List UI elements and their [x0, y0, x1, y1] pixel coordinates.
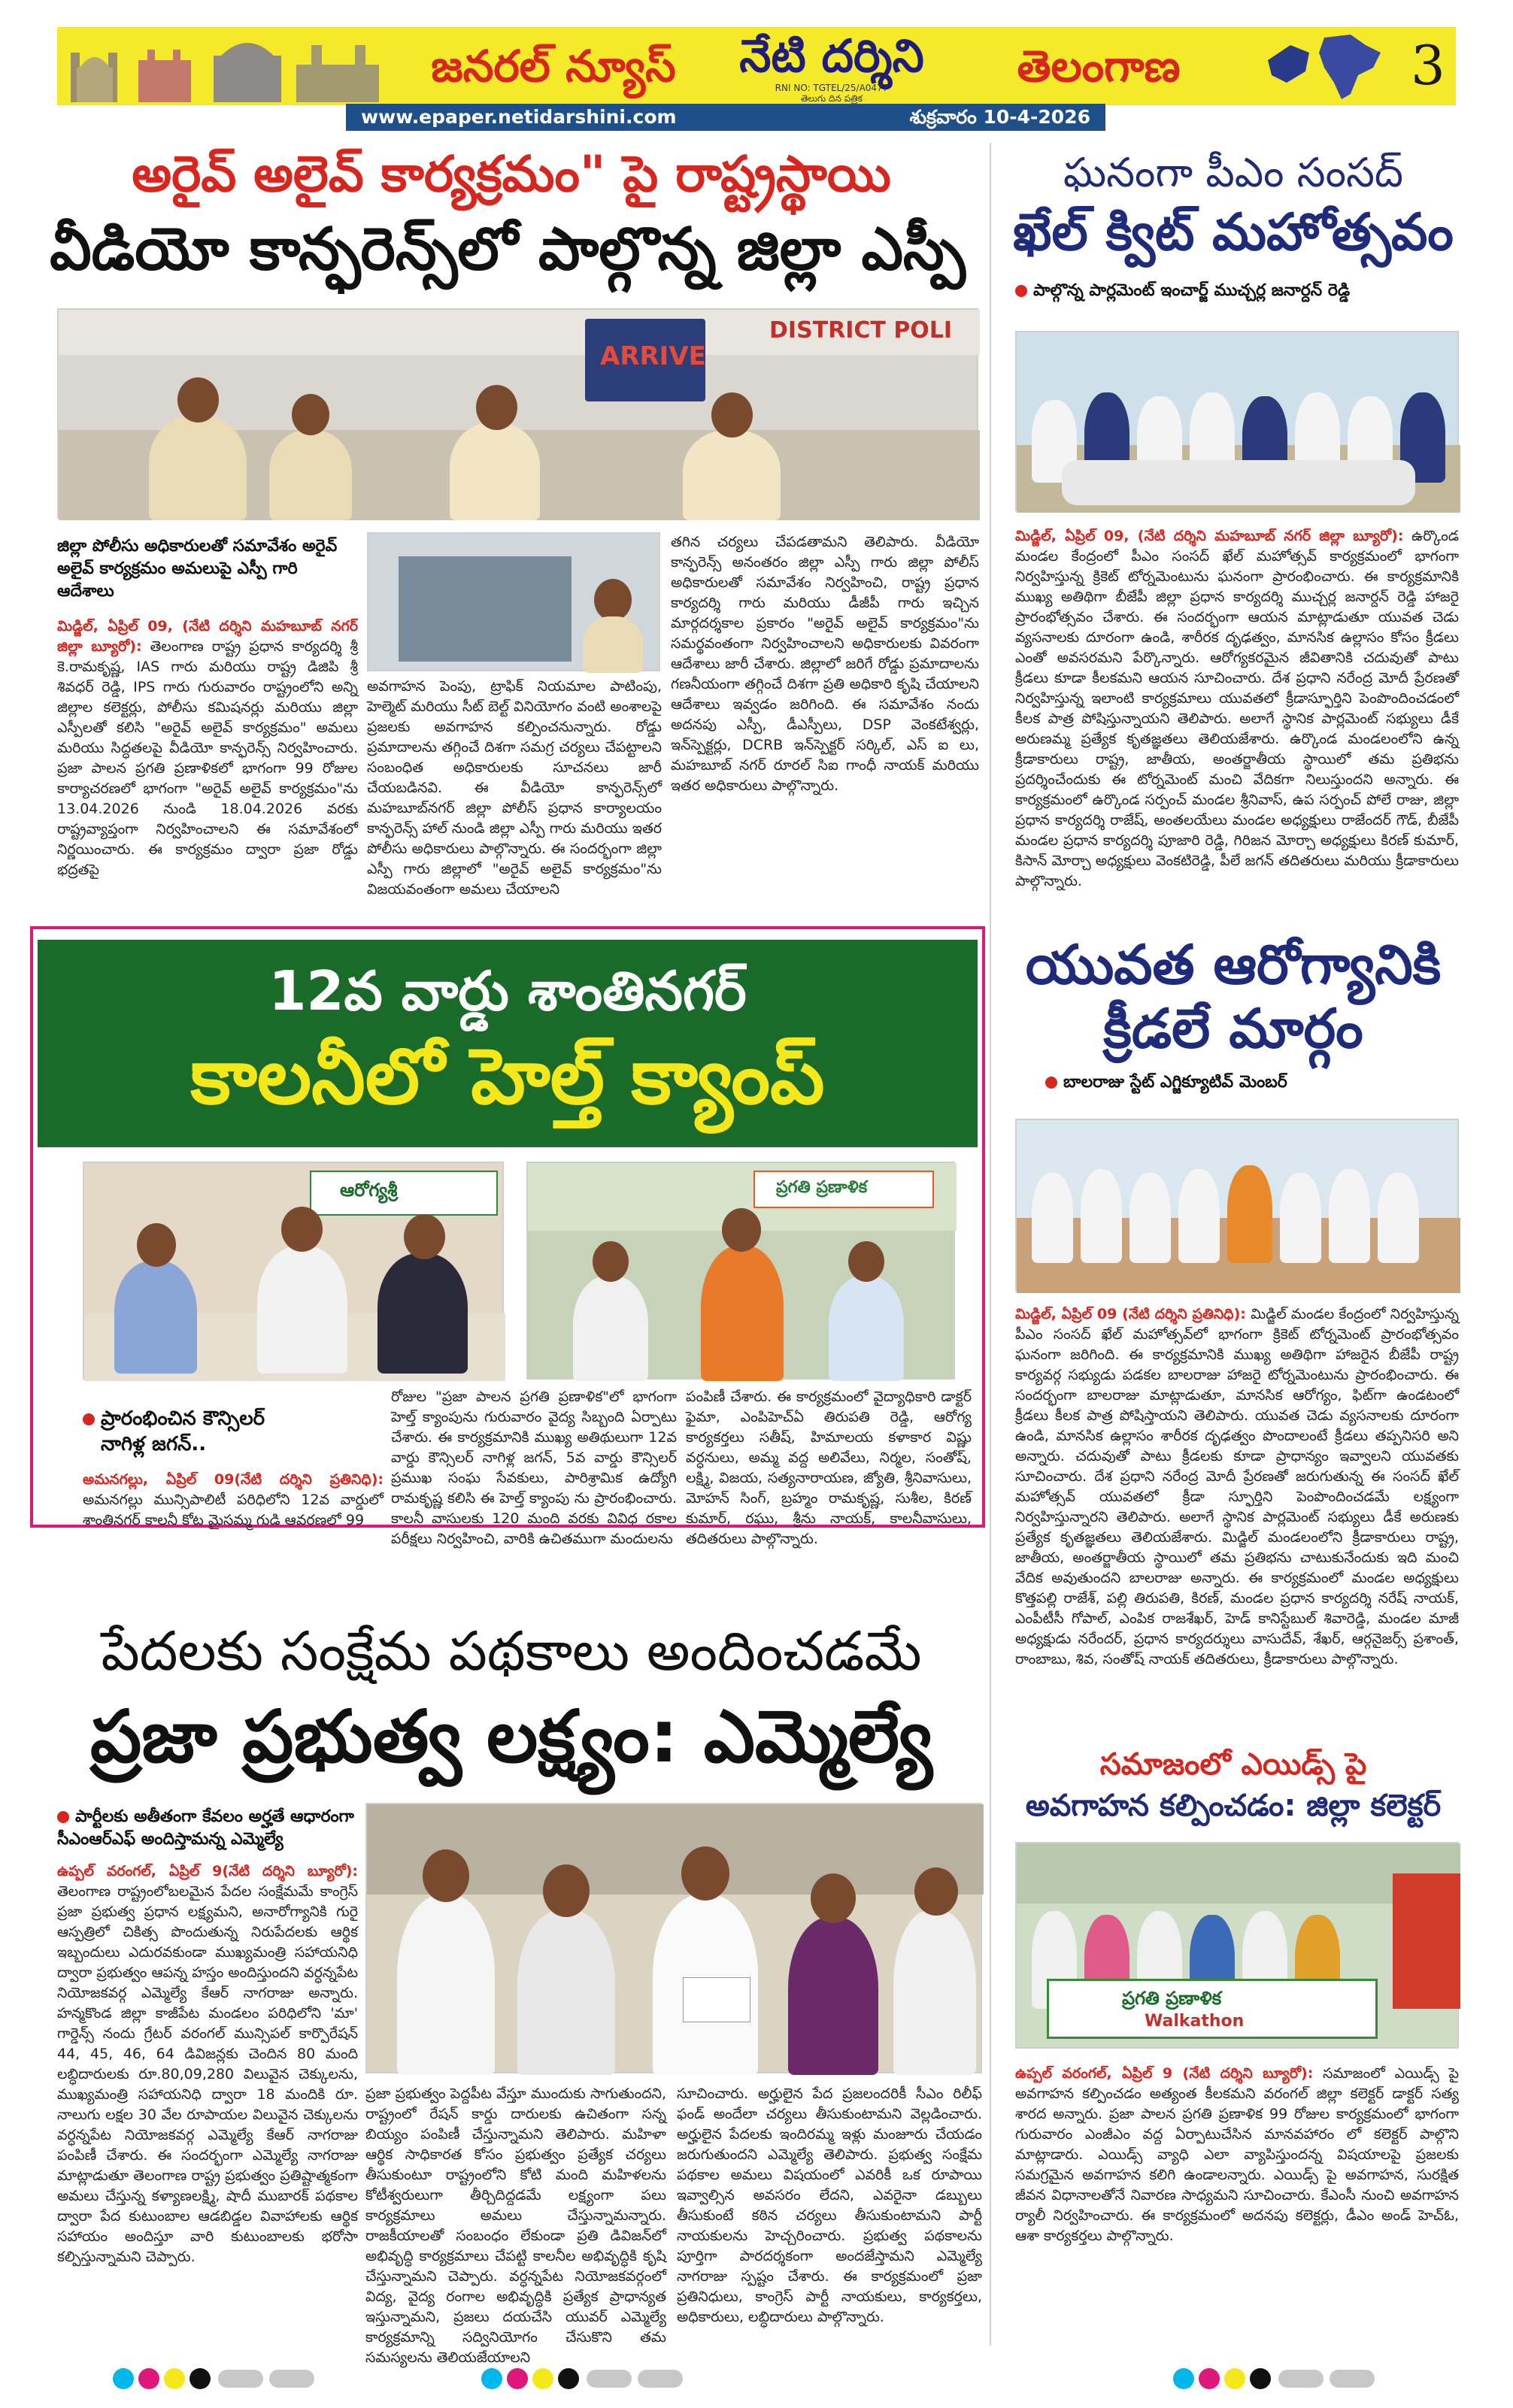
- section-label-general-news: జనరల్ న్యూస్: [431, 41, 676, 92]
- health-camp-headline-line2: కాలనీలో హెల్త్ క్యాంప్: [190, 1032, 825, 1122]
- welfare-col3-text: సూచించారు. అర్హులైన పేద ప్రజలందరికీ సీఎం రిలీఫ్ ఫండ్ అందేలా చర్యలు తీసుకుంటామని వెల్లడించారు. అర్హులైన పేదలకు ఇందిరమ్మ ఇళ్లు మంజూరు చేయడం జరుగుతుందని ఎమ్మెల్యే తెలిపారు. ప్రభుత్వ సంక్షేమ పథకాల అమలు విషయంలో ఎవరికీ ఒక రూపాయి ఇవ్వాల్సిన అవసరం లేదని, ఎవరైనా డబ్బులు తీసుకుంటే కఠిన చర్యలు తీసుకుంటామని పార్టీ నాయకులను హెచ్చరించారు. ప్రభుత్వ పథకాలను పూర్తిగా పారదర్శకంగా అందజేస్తామని ఎమ్మెల్యే నాగరాజు స్పష్టం చేశారు. ఈ కార్యక్రమంలో ప్రజా ప్రతినిధులు, కాంగ్రెస్ పార్టీ నాయకులు, కార్యకర్తలు, అధికారులు, లబ్ధిదారులు పాల్గొన్నారు.: [677, 2085, 982, 2325]
- welfare-headline-line1: పేదలకు సంక్షేమ పథకాలు అందించడమే: [101, 1619, 922, 1683]
- rc-story1-kicker-text: పాల్గొన్న పార్లమెంట్ ఇంచార్జ్ ముచ్చర్ల జనార్దన్ రెడ్డి: [1033, 281, 1351, 300]
- rc-story1-dateline: మిడ్జిల్, ఏప్రిల్ 09, (నేటి దర్శిని మహబూబ్ నగర్ జిల్లా బ్యూరో):: [1015, 528, 1404, 544]
- rc-story1-body: [1015, 526, 1459, 917]
- welfare-kicker: [57, 1806, 358, 1851]
- registration-marks-right: [1173, 2368, 1399, 2389]
- rc-story2-body: [1015, 1304, 1459, 1722]
- lead-dateline: మిడ్జిల్, ఏప్రిల్ 09, (నేటి దర్శిని మహబూబ్ నగర్ జిల్లా బ్యూరో):: [57, 618, 358, 655]
- registration-marks-center: [481, 2368, 707, 2389]
- masthead: [57, 27, 1456, 105]
- lead-col1-text: తెలంగాణ రాష్ట్ర ప్రధాన కార్యదర్శి శ్రీ కె.రామకృష్ణ, IAS గారు మరియు రాష్ట్ర డిజిపి శ్రీ శివధర్ రెడ్డి, IPS గారు గురువారం రాష్ట్రంలోని అన్ని జిల్లాల కలెక్టర్లు, పోలీసు కమిషనర్లు మరియు జిల్లా ఎస్పీలతో కలిసి "అరైవ్ అలైవ్ కార్యక్రమం" అమలు మరియు సిద్ధతలపై వీడియో కాన్ఫరెన్స్ నిర్వహించారు. ప్రజా పాలన ప్రగతి ప్రణాళికలో భాగంగా 99 రోజుల కార్యాచరణలో భాగంగా "అరైవ్ అలైవ్ కార్యక్రమం"ను 13.04.2026 నుండి 18.04.2026 వరకు రాష్ట్రవ్యాప్తంగా నిర్వహించాలని ఈ సమావేశంలో నిర్ణయించారు. ఈ కార్యక్రమం ద్వారా ప్రజా రోడ్డు భద్రతపై: [57, 638, 358, 878]
- welfare-col1: [57, 1861, 358, 2335]
- lead-headline-line2: వీడియో కాన్ఫరెన్స్‌లో పాల్గొన్న జిల్లా ఎస్పీ: [50, 216, 966, 283]
- paper-name: నేటి దర్శిని: [739, 30, 924, 83]
- rc-story2-text: మిడ్జిల్ మండల కేంద్రంలో నిర్వహిస్తున్న పీఎం సంసద్ ఖేల్ మహోత్సవ్‌లో భాగంగా క్రికెట్ టోర్నమెంట్ ప్రారంభోత్సవం ఘనంగా జరిగింది. ఈ కార్యక్రమానికి ముఖ్య అతిథిగా హాజరైన బీజేపీ రాష్ట్ర కార్యవర్గ సభ్యుడు పడకల బాలరాజు హాజరై టోర్నమెంటును ప్రారంభించారు. ఈ సందర్భంగా బాలరాజు మాట్లాడుతూ, మానసిక ఆరోగ్యం, ఫిట్‌గా ఉండటంలో క్రీడలు కీలక పాత్ర పోషిస్తాయని తెలిపారు. యువత చెడు వ్యసనాలకు దూరంగా ఉండి, మానసిక ఉల్లాసం శారీరక దృఢత్వం పొందాలంటే క్రీడలు తప్పనిసరి అని అన్నారు. చదువుతో పాటు క్రీడలకు కూడా ప్రాధాన్యం ఇవ్వాలని యువతకు సూచించారు. దేశ ప్రధాని నరేంద్ర మోదీ ప్రేరణతో జరుగుతున్న ఈ సంసద్ ఖేల్ మహోత్సవ్ యువతలో క్రీడా స్ఫూర్తిని పెంపొందించడమే లక్ష్యంగా నిర్వహిస్తున్నారని తెలిపారు. అలాగే స్థానిక పార్లమెంట్ సభ్యులు డీకే అరుణకు ప్రత్యేక కృతజ్ఞతలు తెలియజేశారు. మిడ్జిల్ మండలంలోని క్రీడాకారులు రాష్ట్ర, జాతీయ, అంతర్జాతీయ స్థాయిలో తమ ప్రతిభను చాటుకునేందుకు ఇది మంచి వేదిక అవుతుందని బాలరాజు అన్నారు. ఈ కార్యక్రమంలో మండల అధ్యక్షులు కొత్తపల్లి రాజేశ్, పల్లి తిరుపతి, కిరణ్, మండల ప్రధాన కార్యదర్శి నరేష్ నాయక్, ఎంపీటీసీ గోపాల్, ఎంపిక రాజశేఖర్, హెడ్ కానిస్టేబుల్ శివారెడ్డి, మండల మాజీ అధ్యక్షుడు నరేందర్, ప్రధాన కార్యదర్శులు వాసుదేవ్, శేఖర్, ఆర్గనైజర్స్ ప్రశాంత్, రాంబాబు, శివ, సంతోష్ నాయక్ తదితరులు, క్రీడాకారులు పాల్గొన్నారు.: [1015, 1306, 1459, 1667]
- issue-date: శుక్రవారం 10-4-2026: [909, 106, 1090, 128]
- health-camp-col3-text: పంపిణీ చేశారు. ఈ కార్యక్రమంలో వైద్యాధికారి డాక్టర్ ఫైమా, ఎంపిహెచ్ఏ తిరుపతి రెడ్డి, ఆరోగ్య కార్యకర్తలు సతీష్, హిమాలయ కళాకార విష్ణు వర్ధనులు, అమ్మ వద్ద అలివేలు, నిర్మల, సంతోష్, లక్ష్మి, విజయ, సత్యనారాయణ, జ్యోతి, శ్రీనివాసులు, మోహన్ సింగ్, బ్రహ్మం రామకృష్ణ, సుశీల, కిరణ్ కుమార్, రఘు, శ్రీను నాయక్, కాలనీవాసులు, తదితరులు పాల్గొన్నారు.: [686, 1389, 972, 1547]
- rc-story2-dateline: మిడ్జిల్, ఏప్రిల్ 09 (నేటి దర్శిని ప్రతినిధి):: [1015, 1306, 1246, 1322]
- photo-banner3-text: ప్రగతి ప్రణాళిక: [1122, 1988, 1222, 2009]
- welfare-kicker-text: పార్టీలకు అతీతంగా కేవలం అర్హతే ఆధారంగా సీఎంఆర్ఎఫ్ అందిస్తామన్న ఎమ్మెల్యే: [57, 1807, 354, 1849]
- rc-story3-dateline: ఉప్పల్ వరంగల్, ఏప్రిల్ 9 (నేటి దర్శిని బ్యూరో):: [1015, 2065, 1314, 2082]
- photo-banner1-text: ఆరోగ్యశ్రీ: [340, 1180, 398, 1201]
- health-camp-kicker: [83, 1406, 414, 1457]
- lead-col1: [57, 616, 358, 916]
- rc-story3-headline-line1: సమాజంలో ఎయిడ్స్ పై: [1099, 1747, 1367, 1782]
- rc-story1-text: ఉర్కొండ మండల కేంద్రంలో పీఎం సంసద్ ఖేల్ మహోత్సవ్ కార్యక్రమంలో భాగంగా నిర్వహిస్తున్న క్రికెట్ టోర్నమెంటును ఘనంగా ప్రారంభించారు. ఈ కార్యక్రమానికి ముఖ్య అతిథిగా బీజేపీ జిల్లా ప్రధాన కార్యదర్శి ముచ్చర్ల జనార్దన్ రెడ్డి హాజరై ప్రారంభోత్సవం చేశారు. ఈ సందర్భంగా ఆయన మాట్లాడుతూ యువత చెడు వ్యసనాలకు దూరంగా ఉండి, శారీరక దృఢత్వం, మానసిక ఉల్లాసం కోసం క్రీడలు ఎంతో అవసరమని పేర్కొన్నారు. ఆరోగ్యకరమైన జీవితానికి చదువుతో పాటు క్రీడలు కూడా కీలకమని ఆయన సూచించారు. దేశ ప్రధాని నరేంద్ర మోదీ ప్రేరణతో నిర్వహిస్తున్న ఇలాంటి కార్యక్రమాలు యువతలో క్రీడాస్ఫూర్తిని పెంపొందించడంలో కీలక పాత్ర పోషిస్తున్నాయని తెలిపారు. అలాగే స్థానిక పార్లమెంట్ సభ్యులు డీకే అరుణమ్మ ప్రత్యేక కృతజ్ఞతలు తెలియజేశారు. ఉర్కొండ మండలంలోని ఉన్న క్రీడాకారులు రాష్ట్ర, జాతీయ, అంతర్జాతీయ స్థాయిలో తమ ప్రతిభను ప్రదర్శించేందుకు ఈ టోర్నమెంట్ మంచి వేదికగా నిలుస్తుందని అన్నారు. ఈ కార్యక్రమంలో ఉర్కొండ సర్పంచ్ మండల శ్రీనివాస్, ఉప సర్పంచ్ పోలే రాజు, జిల్లా ప్రధాన కార్యదర్శి రాజేష్, అంతలయేలు మండల అధ్యక్షులు రాజేందర్ గౌడ్, బీజేపీ మండల ప్రధాన కార్యదర్శి పూజారి రెడ్డి, గిరిజన మోర్చా అధ్యక్షులు కిరణ్ కుమార్, కిసాన్ మోర్చా అధ్యక్షులు వెంకటిరెడ్డి, పీలే జగన్ తదితరులు మరియు క్రీడాకారులు పాల్గొన్నారు.: [1015, 528, 1459, 889]
- welfare-headline-line2: ప్రజా ప్రభుత్వ లక్ష్యం: ఎమ్మెల్యే: [90, 1695, 932, 1779]
- lead-headline-line1: అరైవ్ అలైవ్ కార్యక్రమం" పై రాష్ట్రస్థాయి: [132, 145, 891, 203]
- kicker-bullet-icon: [1045, 1077, 1057, 1089]
- lead-col3-text: తగిన చర్యలు చేపడతామని తెలిపారు. వీడియో కాన్ఫరెన్స్ అనంతరం జిల్లా ఎస్పీ గారు జిల్లా పోలీస్ అధికారులతో సమావేశం నిర్వహించి, రాష్ట్ర ప్రధాన కార్యదర్శి గారు మరియు డీజీపీ గారు ఇచ్చిన మార్గదర్శకాల ప్రకారం "అరైవ్ అలైవ్ కార్యక్రమం"ను సమర్థవంతంగా నిర్వహించాలని అధికారులకు వివరంగా ఆదేశాలు జారీ చేశారు. జిల్లాలో జరిగే రోడ్డు ప్రమాదాలను గణనీయంగా తగ్గించే దిశగా ప్రతి అధికారి కృషి చేయాలని ఆదేశాలు ఇవ్వడం జరిగింది. ఈ సమావేశం నందు అదనపు ఎస్పీ, డీఎస్పీలు, DSP వెంకటేశ్వర్లు, ఇన్‌స్పెక్టర్లు, DCRB ఇన్‌స్పెక్టర్ సర్కిల్, ఎస్ ఐ లు, మహబూబ్ నగర్ రూరల్ సిఐ గాంధీ నాయక్ మరియు ఇతర అధికారులు పాల్గొన్నారు.: [671, 534, 979, 794]
- monuments-skyline-icon: [63, 30, 387, 102]
- rc-story2-headline-line2: క్రీడలే మార్గం: [1103, 997, 1363, 1060]
- health-camp-banner: [38, 940, 978, 1147]
- india-map-icon: [1253, 30, 1396, 102]
- rc-story1-kicker: [1015, 280, 1466, 302]
- rc-story3-headline-line2: అవగాహన కల్పించడం: జిల్లా కలెక్టర్: [1025, 1789, 1442, 1823]
- photo-screen-text: ARRIVE: [600, 341, 706, 371]
- photo-conference-room: [57, 308, 978, 519]
- photo-cricket-inauguration: [1015, 1119, 1459, 1292]
- paper-reg-no: RNI NO: TGTEL/25/A0477: [775, 83, 889, 93]
- masthead-subbar: [346, 104, 1105, 131]
- health-camp-col1-text: అమనగల్లు మున్సిపాలిటీ పరిధిలోని 12వ వార్డులో శాంతినగర్ కాలనీ కోట మైసమ్మ గుడి ఆవరణలో 99: [83, 1492, 384, 1528]
- column-divider: [990, 143, 991, 2346]
- page-number: 3: [1411, 34, 1445, 97]
- kicker-bullet-icon: [83, 1413, 95, 1425]
- rc-story2-kicker: [1045, 1071, 1466, 1094]
- rc-story2-kicker-text: బాలరాజు స్టేట్ ఎగ్జిక్యూటివ్ మెంబర్: [1063, 1073, 1287, 1092]
- health-camp-col2-text: రోజుల "ప్రజా పాలన ప్రగతి ప్రణాళిక"లో భాగంగా హెల్త్ క్యాంపును గురువారం వైద్య సిబ్బంది ఏర్పాటు చేశారు. ఈ కార్యక్రమానికి ముఖ్య అతిథులుగా 12వ వార్డు కౌన్సిలర్ నాగిళ్ల జగన్, 5వ వార్డు కౌన్సిలర్ ప్రముఖ సంఘ సేవకులు, పారిశ్రామిక ఉద్యోగి రామకృష్ణ కలిసి ఈ హెల్త్ క్యాంపు ను ప్రారంభించారు. కాలనీ వాసులకు 120 మంది వరకు వివిధ రకాల పరీక్షలు నిర్వహించి, వారికి ఉచితముగా మందులను: [391, 1389, 677, 1547]
- paper-logo[interactable]: [711, 30, 952, 102]
- health-camp-headline-line1: 12వ వార్డు శాంతినగర్: [268, 959, 747, 1022]
- photo-aids-awareness-rally: [1015, 1842, 1459, 2049]
- rc-story3-text: సమాజంలో ఎయిడ్స్ పై అవగాహన కల్పించడం అత్యంత కీలకమని వరంగల్ జిల్లా కలెక్టర్ డాక్టర్ సత్య శారద అన్నారు. ప్రజా పాలన ప్రగతి ప్రణాళిక 99 రోజుల కార్యక్రమంలో భాగంగా గురువారం ఎంజీఎం వద్ద ఏర్పాటుచేసిన మానవహారం లో కలెక్టర్ పాల్గొని మాట్లాడారు. ఎయిడ్స్ వ్యాధి ఎలా వ్యాపిస్తుందన్న విషయాలపై ప్రజలకు సమగ్రమైన అవగాహన కలిగి ఉండాలన్నారు. ఎయిడ్స్ పై అవగాహన, సురక్షిత జీవన విధానాలతోనే నివారణ సాధ్యమని సూచించారు. కేఎంసీ నుంచి అవగాహన ర్యాలీ నిర్వహించారు. ఈ కార్యక్రమంలో అదనపు కలెక్టర్లు, డీఎం అండ్ హెచ్ఓ, ఆశా కార్యకర్తలు పాల్గొన్నారు.: [1015, 2065, 1460, 2244]
- kicker-bullet-icon: [57, 1811, 69, 1823]
- section-label-telangana: తెలంగాణ: [1017, 41, 1181, 92]
- welfare-col2-text: ప్రజా ప్రభుత్వం పెద్దపీట వేస్తూ ముందుకు సాగుతుందని, రాష్ట్రంలో రేషన్ కార్డు దారులకు ఉచితంగా సన్న బియ్యం పంపిణీ చేస్తున్నామని తెలిపారు. మహిళా ఆర్థిక సాధికారత కోసం ప్రభుత్వం ప్రత్యేక చర్యలు తీసుకుంటూ రాష్ట్రంలోని కోటి మంది మహిళలను కోటీశ్వరులుగా తీర్చిదిద్దడమే లక్ష్యంగా పలు కార్యక్రమాలు అమలు చేస్తున్నామన్నారు. రాజకీయాలతో సంబంధం లేకుండా ప్రతి డివిజన్‌లో అభివృద్ధి కార్యక్రమాలు చేపట్టి కాలనీల అభివృద్ధికి కృషి చేస్తున్నామని చెప్పారు. వర్ధన్నపేట నియోజకవర్గంలో విద్య, వైద్య రంగాల అభివృద్ధికి ప్రత్యేక ప్రాధాన్యత ఇస్తున్నామని, ప్రజలు దయచేసి యువర్ ఎమ్మెల్యే కార్యక్రమాన్ని సద్వినియోగం చేసుకొని తమ సమస్యలను తెలియజేయాలని: [365, 2085, 666, 2366]
- rc-story2-headline-line1: యువత ఆరోగ్యానికి: [1025, 933, 1442, 996]
- rc-story3-body: [1015, 2064, 1459, 2336]
- photo-health-camp-gathering: [526, 1162, 955, 1380]
- health-camp-dateline: అమనగల్లు, ఏప్రిల్ 09(నేటి దర్శిని ప్రతినిధి):: [83, 1471, 384, 1488]
- rc-story1-headline-line2: ఖేల్ క్విట్ మహోత్సవం: [1013, 203, 1454, 262]
- photo-banner3b-text: Walkathon: [1145, 2012, 1245, 2031]
- welfare-dateline: ఉప్పల్ వరంగల్, ఏప్రిల్ 9(నేటి దర్శిని బ్యూరో):: [57, 1863, 358, 1879]
- photo-health-camp-desk: [83, 1162, 504, 1380]
- kicker-bullet-icon: [1015, 285, 1027, 297]
- paper-tagline: తెలుగు దిన పత్రిక: [801, 93, 863, 104]
- photo-cricket-team: [1015, 331, 1459, 511]
- photo-video-screen: [367, 532, 660, 671]
- website-link[interactable]: www.epaper.netidarshini.com: [361, 106, 677, 128]
- lead-col2-text: అవగాహన పెంపు, ట్రాఫిక్ నియమాల పాటింపు, హెల్మెట్ మరియు సీట్ బెల్ట్ వినియోగం వంటి అంశాలపై ప్రజలకు అవగాహన కల్పించనున్నారు. రోడ్డు ప్రమాదాలను తగ్గించే దిశగా సమగ్ర చర్యలు చేపట్టాలని సంబంధిత అధికారులకు సూచనలు జారీ చేయబడినవి. ఈ వీడియో కాన్ఫరెన్స్‌లో మహబూబ్‌నగర్ జిల్లా పోలీస్ ప్రధాన కార్యాలయం కాన్ఫరెన్స్ హాల్ నుండి జిల్లా ఎస్పీ గారు మరియు ఇతర పోలీసు అధికారులు పాల్గొన్నారు. ఈ సందర్భంగా జిల్లా ఎస్పీ గారు జిల్లాలో "అరైవ్ అలైవ్ కార్యక్రమం"ను విజయవంతంగా అమలు చేయాలని: [367, 678, 662, 898]
- photo-banner-text: DISTRICT POLI: [769, 317, 953, 344]
- lead-kicker: జిల్లా పోలీసు అధికారులతో సమావేశం అరైవ్ అలైవ్ కార్యక్రమం అమలుపై ఎస్పీ గారి ఆదేశాలు: [57, 537, 338, 601]
- photo-banner2-text: ప్రగతి ప్రణాళిక: [776, 1178, 868, 1197]
- registration-marks-left: [113, 2368, 338, 2389]
- health-camp-col1: [83, 1470, 384, 1528]
- health-camp-kicker-line2: నాగిళ్ల జగన్..: [101, 1433, 207, 1455]
- rc-story1-headline-line1: ఘనంగా పీఎం సంసద్: [1063, 149, 1403, 196]
- photo-cheque-distribution: [365, 1803, 982, 2073]
- health-camp-kicker-line1: ప్రారంభించిన కౌన్సిలర్: [101, 1407, 265, 1430]
- welfare-col1-text: తెలంగాణ రాష్ట్రంలోబలమైన పేదల సంక్షేమమే కాంగ్రెస్ ప్రజా ప్రభుత్వ ప్రధాన లక్ష్యమని, అనారోగ్యానికి గురై ఆస్పత్రిలో చికిత్స పొందుతున్న నిరుపేదలకు ఆర్థిక ఇబ్బందులు ఎదురవకుండా ముఖ్యమంత్రి సహాయనిధి ద్వారా ప్రభుత్వం ఆపన్న హస్తం అందిస్తుందని వర్ధన్నపేట నియోజకవర్గ ఎమ్మెల్యే కేఆర్ నాగరాజు అన్నారు. హన్మకొండ జిల్లా కాజీపేట మండలం పరిధిలోని 'మా' గార్డెన్స్ నందు గ్రేటర్ వరంగల్ మున్సిపల్ కార్పొరేషన్ 44, 45, 46, 64 డివిజన్లకు చెందిన 80 మంది లబ్ధిదారులకు రూ.80,09,280 విలువైన చెక్కులను, ముఖ్యమంత్రి సహాయనిధి ద్వారా 18 మందికి రూ. నాలుగు లక్షల 30 వేల రూపాయల విలువైన చెక్కులను వర్ధన్నపేట నియోజకవర్గ ఎమ్మెల్యే కేఆర్ నాగరాజు పంపిణీ చేశారు. ఈ సందర్భంగా ఎమ్మెల్యే నాగరాజు మాట్లాడుతూ తెలంగాణ రాష్ట్ర ప్రభుత్వం ప్రతిష్టాత్మకంగా అమలు చేస్తున్న కళ్యాణలక్ష్మి, షాదీ ముబారక్ పథకాల ద్వారా పేద కుటుంబాల ఆడబిడ్డల వివాహాలకు ఆర్థిక సహాయం అందిస్తూ వారి కుటుంబాలకు భరోసా కల్పిస్తున్నామని చెప్పారు.: [57, 1883, 358, 2265]
